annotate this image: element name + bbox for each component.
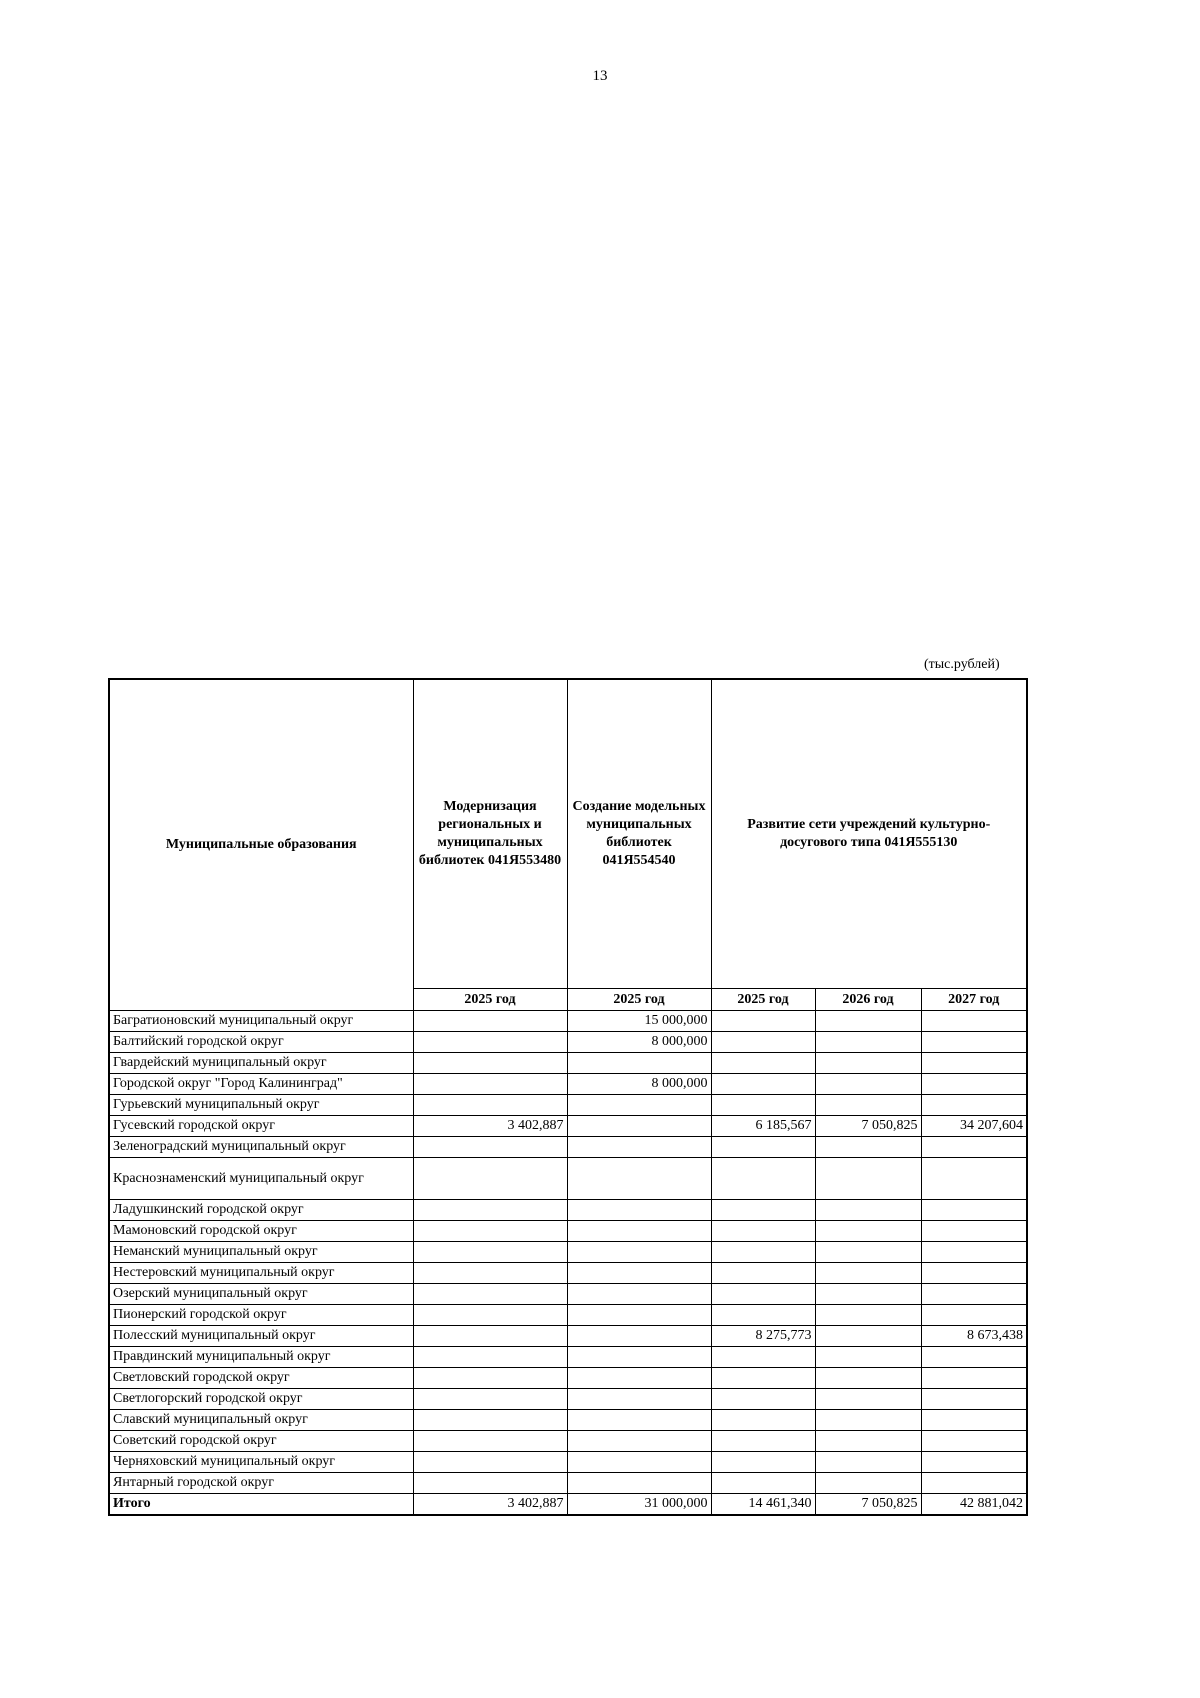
value-cell bbox=[567, 1347, 711, 1368]
value-cell: 31 000,000 bbox=[567, 1494, 711, 1516]
value-cell bbox=[413, 1452, 567, 1473]
value-cell bbox=[815, 1473, 921, 1494]
value-cell bbox=[815, 1305, 921, 1326]
value-cell bbox=[815, 1368, 921, 1389]
municipality-name: Нестеровский муниципальный округ bbox=[109, 1263, 413, 1284]
table-row bbox=[109, 1431, 1027, 1452]
municipality-name: Гусевский городской округ bbox=[109, 1116, 413, 1137]
value-cell: 42 881,042 bbox=[921, 1494, 1027, 1516]
value-cell bbox=[815, 1242, 921, 1263]
table-row bbox=[109, 1095, 1027, 1116]
value-cell bbox=[413, 1389, 567, 1410]
municipality-name: Янтарный городской округ bbox=[109, 1473, 413, 1494]
header-year: 2025 год bbox=[711, 989, 815, 1011]
value-cell bbox=[711, 1368, 815, 1389]
value-cell bbox=[815, 1263, 921, 1284]
value-cell bbox=[413, 1473, 567, 1494]
value-cell bbox=[921, 1389, 1027, 1410]
value-cell bbox=[413, 1410, 567, 1431]
table-row bbox=[109, 1221, 1027, 1242]
value-cell bbox=[815, 1032, 921, 1053]
value-cell bbox=[413, 1431, 567, 1452]
municipality-name: Озерский муниципальный округ bbox=[109, 1284, 413, 1305]
value-cell: 8 000,000 bbox=[567, 1032, 711, 1053]
value-cell bbox=[567, 1431, 711, 1452]
value-cell bbox=[921, 1221, 1027, 1242]
value-cell bbox=[815, 1074, 921, 1095]
value-cell bbox=[921, 1368, 1027, 1389]
value-cell bbox=[567, 1305, 711, 1326]
value-cell bbox=[815, 1095, 921, 1116]
header-col1: Модернизация региональных и муниципальных библиотек 041Я553480 bbox=[413, 679, 567, 989]
value-cell bbox=[921, 1095, 1027, 1116]
value-cell bbox=[921, 1263, 1027, 1284]
value-cell bbox=[815, 1137, 921, 1158]
municipality-name: Гурьевский муниципальный округ bbox=[109, 1095, 413, 1116]
value-cell bbox=[413, 1263, 567, 1284]
value-cell bbox=[921, 1011, 1027, 1032]
value-cell bbox=[567, 1116, 711, 1137]
value-cell bbox=[567, 1095, 711, 1116]
table-row bbox=[109, 1473, 1027, 1494]
value-cell bbox=[921, 1410, 1027, 1431]
value-cell: 8 275,773 bbox=[711, 1326, 815, 1347]
value-cell bbox=[921, 1431, 1027, 1452]
value-cell bbox=[711, 1242, 815, 1263]
value-cell: 7 050,825 bbox=[815, 1116, 921, 1137]
value-cell bbox=[567, 1200, 711, 1221]
value-cell bbox=[815, 1326, 921, 1347]
value-cell: 3 402,887 bbox=[413, 1116, 567, 1137]
value-cell: 6 185,567 bbox=[711, 1116, 815, 1137]
value-cell bbox=[921, 1347, 1027, 1368]
municipality-name: Пионерский городской округ bbox=[109, 1305, 413, 1326]
value-cell bbox=[413, 1032, 567, 1053]
value-cell bbox=[815, 1200, 921, 1221]
value-cell bbox=[921, 1137, 1027, 1158]
header-col3: Развитие сети учреждений культурно-досугового типа 041Я555130 bbox=[711, 679, 1027, 989]
value-cell: 3 402,887 bbox=[413, 1494, 567, 1516]
header-year: 2025 год bbox=[567, 989, 711, 1011]
value-cell bbox=[413, 1053, 567, 1074]
value-cell bbox=[567, 1053, 711, 1074]
header-municipalities: Муниципальные образования bbox=[109, 679, 413, 1011]
value-cell bbox=[921, 1473, 1027, 1494]
value-cell bbox=[921, 1074, 1027, 1095]
municipality-name: Зеленоградский муниципальный округ bbox=[109, 1137, 413, 1158]
value-cell bbox=[567, 1242, 711, 1263]
municipality-name: Балтийский городской округ bbox=[109, 1032, 413, 1053]
value-cell bbox=[711, 1137, 815, 1158]
table-row bbox=[109, 1284, 1027, 1305]
value-cell: 15 000,000 bbox=[567, 1011, 711, 1032]
value-cell bbox=[711, 1431, 815, 1452]
value-cell bbox=[413, 1221, 567, 1242]
value-cell: 8 000,000 bbox=[567, 1074, 711, 1095]
municipality-name: Черняховский муниципальный округ bbox=[109, 1452, 413, 1473]
funding-table bbox=[108, 678, 1028, 1516]
municipality-name: Полесский муниципальный округ bbox=[109, 1326, 413, 1347]
value-cell bbox=[413, 1326, 567, 1347]
table-row-total bbox=[109, 1494, 1027, 1516]
value-cell bbox=[567, 1221, 711, 1242]
table-row bbox=[109, 1368, 1027, 1389]
value-cell bbox=[567, 1473, 711, 1494]
value-cell bbox=[711, 1074, 815, 1095]
page-number: 13 bbox=[592, 68, 608, 84]
table-row bbox=[109, 1326, 1027, 1347]
value-cell bbox=[413, 1095, 567, 1116]
value-cell bbox=[413, 1368, 567, 1389]
municipality-name: Гвардейский муниципальный округ bbox=[109, 1053, 413, 1074]
value-cell bbox=[711, 1263, 815, 1284]
value-cell bbox=[921, 1305, 1027, 1326]
table-row bbox=[109, 1389, 1027, 1410]
table-row bbox=[109, 1011, 1027, 1032]
value-cell: 7 050,825 bbox=[815, 1494, 921, 1516]
value-cell bbox=[921, 1158, 1027, 1200]
value-cell bbox=[711, 1200, 815, 1221]
value-cell bbox=[711, 1305, 815, 1326]
value-cell bbox=[413, 1137, 567, 1158]
value-cell: 8 673,438 bbox=[921, 1326, 1027, 1347]
value-cell bbox=[921, 1452, 1027, 1473]
value-cell bbox=[567, 1284, 711, 1305]
value-cell bbox=[567, 1137, 711, 1158]
value-cell bbox=[567, 1158, 711, 1200]
value-cell bbox=[711, 1095, 815, 1116]
value-cell bbox=[815, 1431, 921, 1452]
value-cell bbox=[711, 1011, 815, 1032]
municipality-name: Славский муниципальный округ bbox=[109, 1410, 413, 1431]
municipality-name: Городской округ "Город Калининград" bbox=[109, 1074, 413, 1095]
header-col2: Создание модельных муниципальных библиотек 041Я554540 bbox=[567, 679, 711, 989]
value-cell bbox=[413, 1011, 567, 1032]
value-cell bbox=[921, 1242, 1027, 1263]
municipality-name: Краснознаменский муниципальный округ bbox=[109, 1158, 413, 1200]
value-cell bbox=[413, 1347, 567, 1368]
value-cell bbox=[815, 1410, 921, 1431]
value-cell bbox=[711, 1284, 815, 1305]
value-cell bbox=[413, 1200, 567, 1221]
header-year: 2027 год bbox=[921, 989, 1027, 1011]
header-year: 2025 год bbox=[413, 989, 567, 1011]
value-cell bbox=[711, 1221, 815, 1242]
table-row bbox=[109, 1242, 1027, 1263]
municipality-name: Мамоновский городской округ bbox=[109, 1221, 413, 1242]
municipality-name: Итого bbox=[109, 1494, 413, 1516]
value-cell bbox=[815, 1011, 921, 1032]
value-cell bbox=[711, 1389, 815, 1410]
value-cell bbox=[567, 1368, 711, 1389]
municipality-name: Правдинский муниципальный округ bbox=[109, 1347, 413, 1368]
value-cell bbox=[711, 1410, 815, 1431]
table-row bbox=[109, 1452, 1027, 1473]
value-cell bbox=[413, 1305, 567, 1326]
value-cell bbox=[711, 1473, 815, 1494]
value-cell bbox=[567, 1410, 711, 1431]
table-row bbox=[109, 1158, 1027, 1200]
municipality-name: Советский городской округ bbox=[109, 1431, 413, 1452]
table-row bbox=[109, 1074, 1027, 1095]
units-label: (тыс.рублей) bbox=[924, 657, 1000, 672]
header-year: 2026 год bbox=[815, 989, 921, 1011]
value-cell bbox=[815, 1347, 921, 1368]
value-cell bbox=[413, 1284, 567, 1305]
value-cell bbox=[711, 1158, 815, 1200]
value-cell bbox=[921, 1032, 1027, 1053]
value-cell bbox=[815, 1389, 921, 1410]
municipality-name: Ладушкинский городской округ bbox=[109, 1200, 413, 1221]
value-cell bbox=[567, 1389, 711, 1410]
table-row bbox=[109, 1263, 1027, 1284]
value-cell bbox=[567, 1326, 711, 1347]
table-row bbox=[109, 1116, 1027, 1137]
value-cell bbox=[921, 1053, 1027, 1074]
municipality-name: Светловский городской округ bbox=[109, 1368, 413, 1389]
value-cell bbox=[711, 1032, 815, 1053]
table-row bbox=[109, 1200, 1027, 1221]
value-cell bbox=[815, 1158, 921, 1200]
table-row bbox=[109, 1305, 1027, 1326]
value-cell bbox=[711, 1452, 815, 1473]
table-row bbox=[109, 1347, 1027, 1368]
table-row bbox=[109, 1032, 1027, 1053]
value-cell bbox=[711, 1053, 815, 1074]
municipality-name: Неманский муниципальный округ bbox=[109, 1242, 413, 1263]
value-cell bbox=[815, 1452, 921, 1473]
value-cell bbox=[815, 1053, 921, 1074]
value-cell bbox=[567, 1452, 711, 1473]
municipality-name: Багратионовский муниципальный округ bbox=[109, 1011, 413, 1032]
value-cell bbox=[413, 1242, 567, 1263]
value-cell: 34 207,604 bbox=[921, 1116, 1027, 1137]
table-row bbox=[109, 1137, 1027, 1158]
value-cell bbox=[711, 1347, 815, 1368]
value-cell bbox=[921, 1284, 1027, 1305]
value-cell bbox=[921, 1200, 1027, 1221]
value-cell bbox=[815, 1221, 921, 1242]
value-cell bbox=[567, 1263, 711, 1284]
municipality-name: Светлогорский городской округ bbox=[109, 1389, 413, 1410]
value-cell: 14 461,340 bbox=[711, 1494, 815, 1516]
value-cell bbox=[815, 1284, 921, 1305]
value-cell bbox=[413, 1074, 567, 1095]
table-row bbox=[109, 1410, 1027, 1431]
value-cell bbox=[413, 1158, 567, 1200]
table-row bbox=[109, 1053, 1027, 1074]
